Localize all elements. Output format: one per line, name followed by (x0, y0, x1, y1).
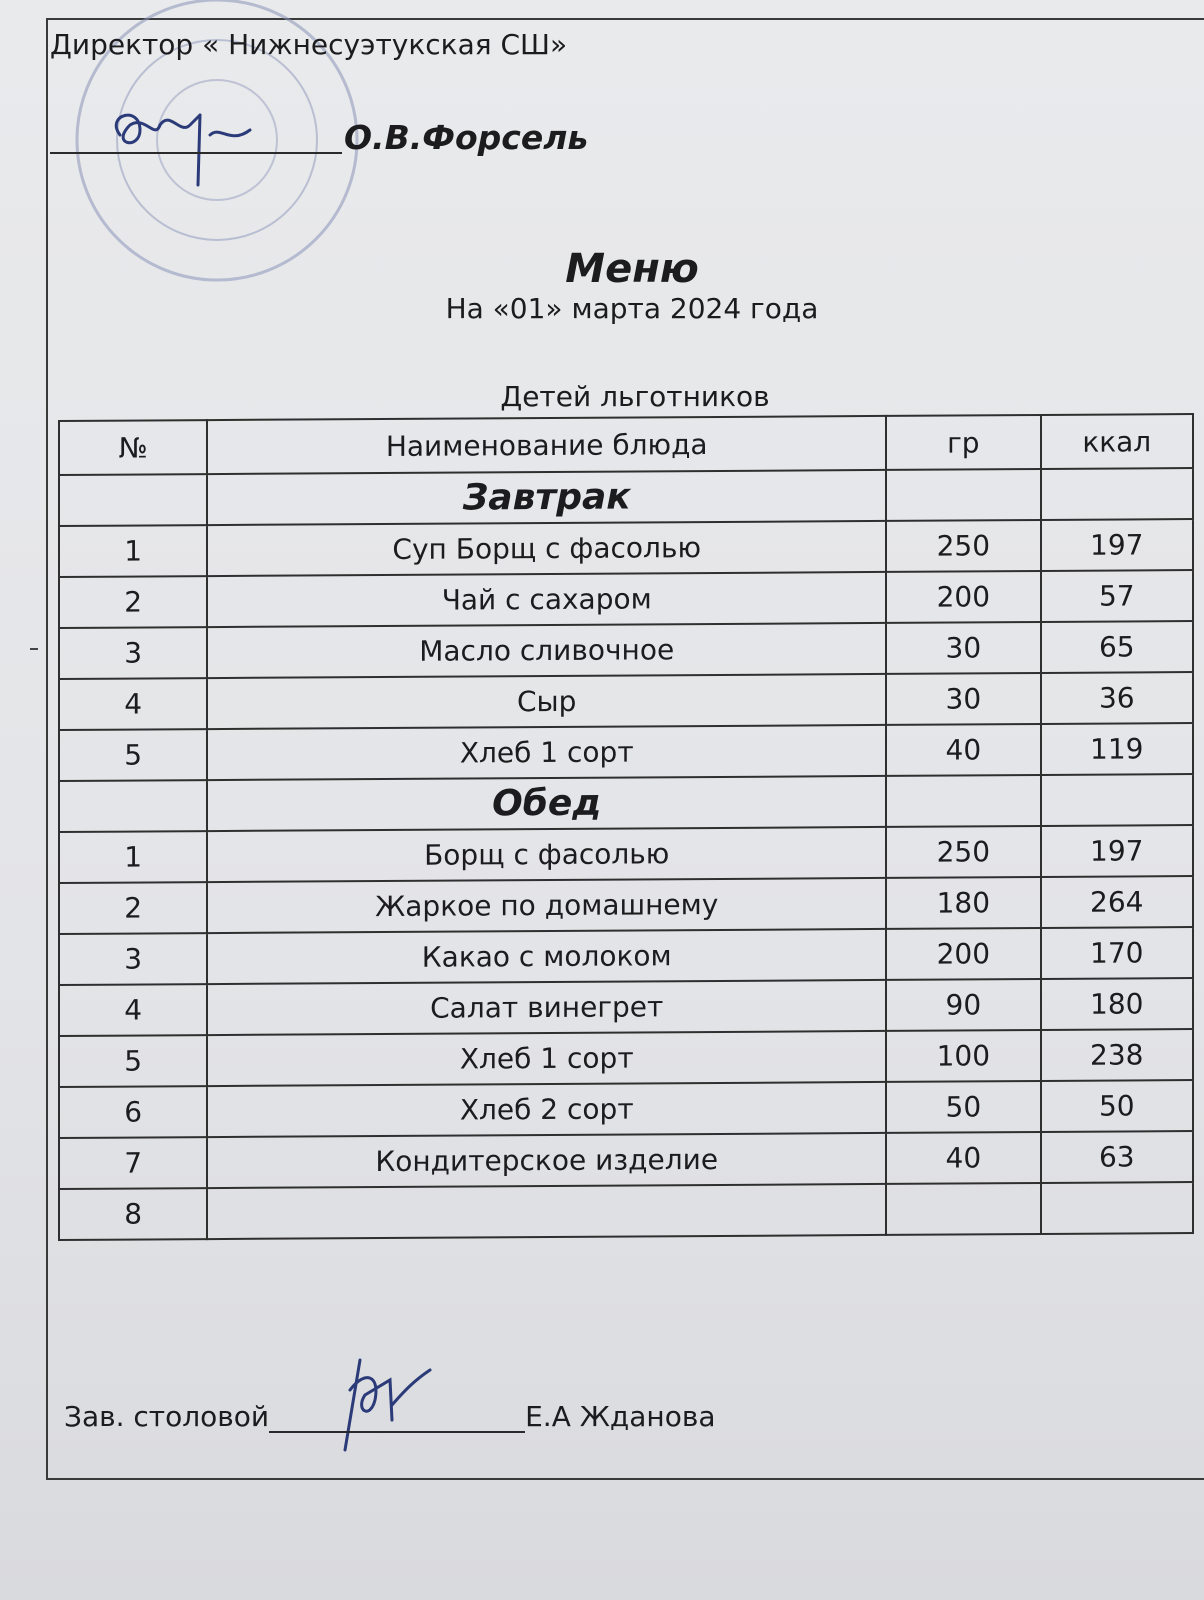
section-kcal-cell (1041, 468, 1193, 520)
row-dish: Сыр (207, 674, 886, 729)
table-row (59, 927, 1193, 985)
row-kcal: 197 (1041, 519, 1193, 571)
section-title-breakfast: Завтрак (207, 470, 886, 525)
row-dish: Салат винегрет (207, 980, 886, 1035)
table-row (59, 1182, 1193, 1240)
row-gr: 250 (886, 520, 1040, 572)
row-gr: 90 (886, 979, 1040, 1031)
header-kcal: ккал (1041, 414, 1193, 469)
row-gr: 40 (886, 724, 1040, 776)
row-kcal: 36 (1041, 672, 1193, 724)
row-gr: 250 (886, 826, 1040, 878)
section-title-lunch: Обед (207, 776, 886, 831)
table-row (59, 1029, 1193, 1087)
row-num: 2 (59, 576, 207, 628)
row-dish: Чай с сахаром (207, 572, 886, 627)
section-gr-cell (886, 469, 1040, 521)
row-kcal: 197 (1041, 825, 1193, 877)
director-name: О.В.Форсель (344, 118, 589, 157)
table-row (59, 1080, 1193, 1138)
row-dish: Масло сливочное (207, 623, 886, 678)
menu-table (58, 413, 1194, 1241)
header-num: № (59, 420, 207, 475)
table-row (59, 519, 1193, 577)
row-gr: 200 (886, 571, 1040, 623)
director-signature-line (50, 108, 589, 157)
row-kcal: 180 (1041, 978, 1193, 1030)
header-gr: гр (886, 415, 1040, 470)
footer-label: Зав. столовой (64, 1400, 270, 1433)
row-num: 2 (59, 882, 207, 934)
row-kcal: 65 (1041, 621, 1193, 673)
row-gr: 40 (886, 1132, 1040, 1184)
row-dish: Хлеб 2 сорт (207, 1082, 886, 1137)
row-num: 7 (59, 1137, 207, 1189)
table-row (59, 876, 1193, 934)
row-num: 4 (59, 984, 207, 1036)
footer-name: Е.А Жданова (525, 1400, 716, 1433)
row-num: 5 (59, 729, 207, 781)
table-row (59, 825, 1193, 883)
row-dish: Какао с молоком (207, 929, 886, 984)
row-gr (886, 1183, 1040, 1235)
table-row (59, 621, 1193, 679)
row-dish: Кондитерское изделие (207, 1133, 886, 1188)
row-dish: Жаркое по домашнему (207, 878, 886, 933)
row-num: 3 (59, 627, 207, 679)
row-num: 5 (59, 1035, 207, 1087)
row-gr: 200 (886, 928, 1040, 980)
row-num: 4 (59, 678, 207, 730)
row-kcal: 119 (1041, 723, 1193, 775)
table-row (59, 1131, 1193, 1189)
row-kcal: 57 (1041, 570, 1193, 622)
section-gr-cell (886, 775, 1040, 827)
section-num-cell (59, 780, 207, 832)
section-row-lunch (59, 774, 1193, 832)
table-row (59, 570, 1193, 628)
row-gr: 30 (886, 673, 1040, 725)
row-gr: 50 (886, 1081, 1040, 1133)
signature-underline (50, 108, 342, 154)
row-gr: 30 (886, 622, 1040, 674)
row-dish: Хлеб 1 сорт (207, 725, 886, 780)
row-kcal: 50 (1041, 1080, 1193, 1132)
row-dish: Борщ с фасолью (207, 827, 886, 882)
footer-underline (269, 1401, 525, 1433)
row-num: 3 (59, 933, 207, 985)
row-num: 6 (59, 1086, 207, 1138)
table-row (59, 978, 1193, 1036)
page-title: Меню (565, 246, 699, 292)
row-num: 1 (59, 525, 207, 577)
section-row-breakfast (59, 468, 1193, 526)
row-dish (207, 1184, 886, 1239)
director-line: Директор « Нижнесуэтукская СШ» (50, 28, 568, 61)
table-caption: Детей льготников (500, 380, 770, 413)
row-dish: Суп Борщ с фасолью (207, 521, 886, 576)
row-num: 8 (59, 1188, 207, 1240)
row-gr: 100 (886, 1030, 1040, 1082)
section-kcal-cell (1041, 774, 1193, 826)
row-num: 1 (59, 831, 207, 883)
table-row (59, 672, 1193, 730)
date-line: На «01» марта 2024 года (445, 292, 819, 325)
row-kcal: 63 (1041, 1131, 1193, 1183)
margin-mark (30, 648, 38, 650)
table-header-row (59, 414, 1193, 475)
row-kcal: 238 (1041, 1029, 1193, 1081)
section-num-cell (59, 474, 207, 526)
table-row (59, 723, 1193, 781)
footer-signature-line (64, 1400, 716, 1433)
row-kcal: 264 (1041, 876, 1193, 928)
row-kcal (1041, 1182, 1193, 1234)
row-dish: Хлеб 1 сорт (207, 1031, 886, 1086)
row-kcal: 170 (1041, 927, 1193, 979)
row-gr: 180 (886, 877, 1040, 929)
header-dish: Наименование блюда (207, 416, 886, 474)
